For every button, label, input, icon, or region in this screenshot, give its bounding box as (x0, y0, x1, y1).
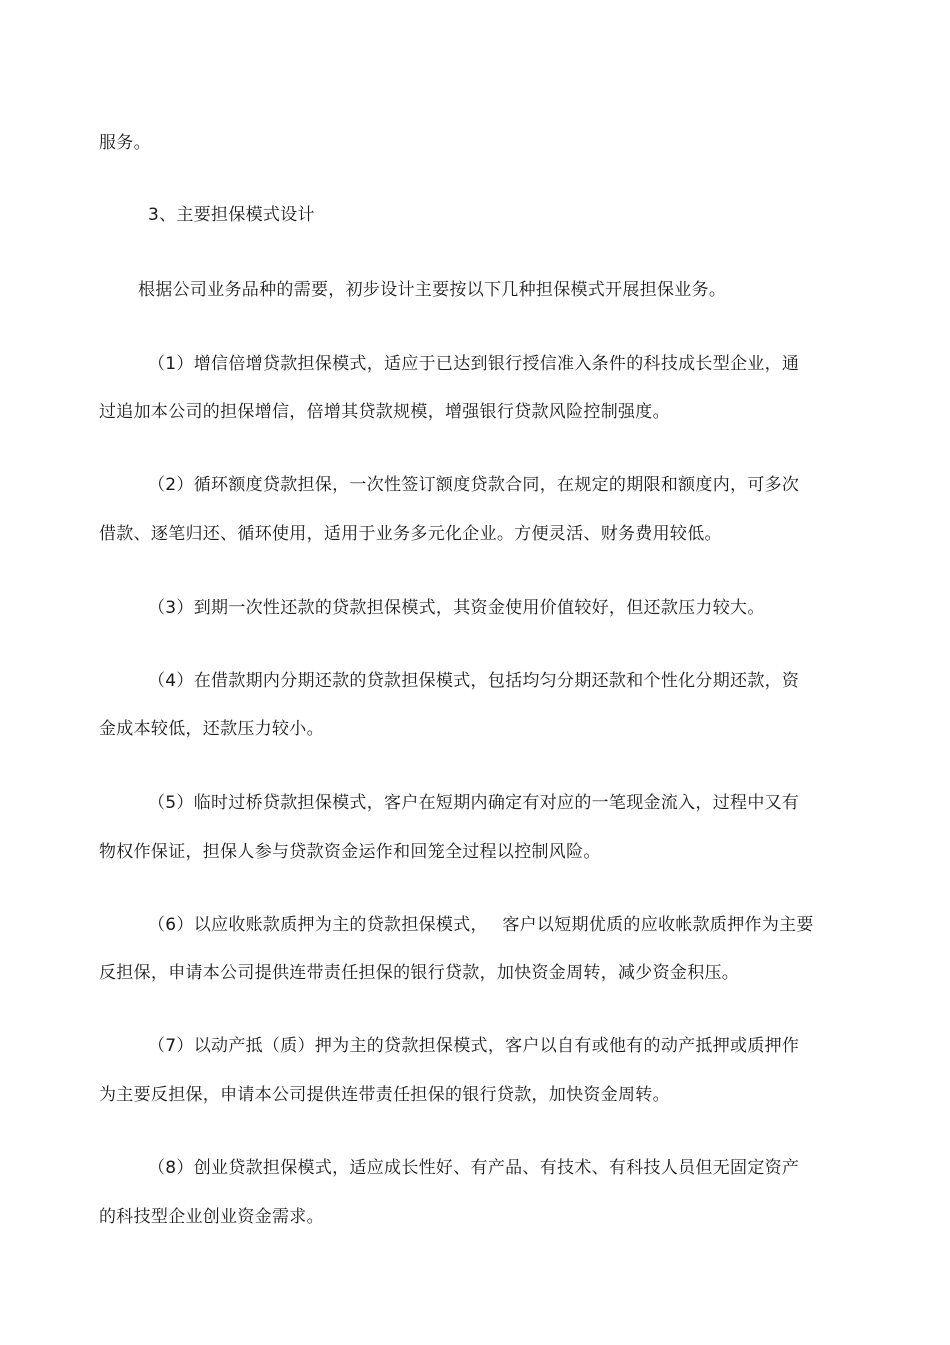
item-6-line-1: （6）以应收账款质押为主的贷款担保模式， 客户以短期优质的应收帐款质押作为主要 (148, 915, 814, 935)
item-5-line-2: 物权作保证，担保人参与贷款资金运作和回笼全过程以控制风险。 (99, 842, 601, 862)
item-7-line-2: 为主要反担保，申请本公司提供连带责任担保的银行贷款，加快资金周转。 (99, 1085, 670, 1105)
item-2-line-2: 借款、逐笔归还、循环使用，适用于业务多元化企业。方便灵活、财务费用较低。 (99, 524, 722, 544)
item-7-line-1: （7）以动产抵（质）押为主的贷款担保模式，客户以自有或他有的动产抵押或质押作 (148, 1036, 800, 1056)
item-1-line-1: （1）增信倍增贷款担保模式，适应于已达到银行授信准入条件的科技成长型企业，通 (148, 354, 800, 374)
intro-paragraph: 根据公司业务品种的需要，初步设计主要按以下几种担保模式开展担保业务。 (138, 280, 727, 300)
continuation-line: 服务。 (99, 133, 151, 153)
item-4-line-2: 金成本较低，还款压力较小。 (99, 719, 324, 739)
item-5-line-1: （5）临时过桥贷款担保模式，客户在短期内确定有对应的一笔现金流入，过程中又有 (148, 793, 800, 813)
item-8-line-2: 的科技型企业创业资金需求。 (99, 1207, 324, 1227)
item-1-line-2: 过追加本公司的担保增信，倍增其贷款规模，增强银行贷款风险控制强度。 (99, 402, 670, 422)
item-3-line-1: （3）到期一次性还款的贷款担保模式，其资金使用价值较好，但还款压力较大。 (148, 598, 765, 618)
item-2-line-1: （2）循环额度贷款担保，一次性签订额度贷款合同，在规定的期限和额度内，可多次 (148, 475, 800, 495)
section-heading: 3、主要担保模式设计 (148, 205, 315, 225)
item-6-line-2: 反担保，申请本公司提供连带责任担保的银行贷款，加快资金周转，减少资金积压。 (99, 963, 740, 983)
item-4-line-1: （4）在借款期内分期还款的贷款担保模式，包括均匀分期还款和个性化分期还款，资 (148, 671, 800, 691)
item-8-line-1: （8）创业贷款担保模式，适应成长性好、有产品、有技术、有科技人员但无固定资产 (148, 1158, 800, 1178)
